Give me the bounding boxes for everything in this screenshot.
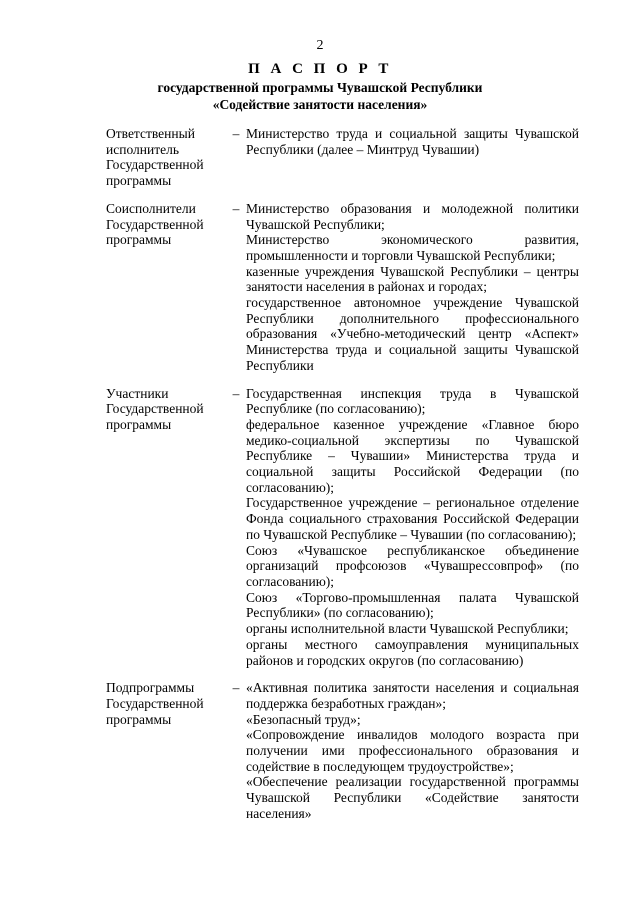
title-passport: П А С П О Р Т <box>248 61 392 77</box>
passport-table <box>0 126 640 834</box>
section-item: Государственная инспекция труда в Чувашской Республике (по согласованию); <box>246 385 579 417</box>
section-items <box>246 680 579 821</box>
section-label: Ответственный исполнитель Государственной программы <box>106 126 204 189</box>
title-program-name: «Содействие занятости населения» <box>212 97 428 112</box>
document-title <box>0 60 640 113</box>
section-item: Министерство труда и социальной защиты Чувашской Республики (далее – Минтруд Чувашии) <box>246 126 579 157</box>
section-item: Министерство образования и молодежной политики Чувашской Республики; <box>246 200 579 232</box>
section-item: «Безопасный труд»; <box>246 711 361 727</box>
page-number: 2 <box>316 38 324 53</box>
section-dash: – <box>232 126 240 141</box>
section-subprograms <box>0 680 640 821</box>
section-item: федеральное казенное учреждение «Главное бюро медико-социальной экспертизы по Чувашской Республике – Чувашии» Министерства труда и социальной защиты Российской Федерации (по согласованию); <box>246 416 579 495</box>
section-item: Союз «Торгово-промышленная палата Чувашской Республики» (по согласованию); <box>246 589 579 621</box>
section-dash: – <box>232 385 240 401</box>
section-items <box>246 201 579 374</box>
section-item: Государственное учреждение – региональное отделение Фонда социального страхования Российской Федерации по Чувашской Республике – Чувашии (по согласованию); <box>246 495 579 542</box>
section-item: органы местного самоуправления муниципальных районов и городских округов (по согласованию) <box>246 636 579 668</box>
section-co-executors <box>0 201 640 374</box>
section-label: Подпрограммы Государственной программы <box>106 680 204 727</box>
section-label: Соисполнители Государственной программы <box>106 200 204 248</box>
section-item: Министерство экономического развития, промышленности и торговли Чувашской Республики; <box>246 232 579 263</box>
section-items <box>246 386 579 669</box>
section-label: Участники Государственной программы <box>106 385 204 432</box>
section-item: «Сопровождение инвалидов молодого возраста при получении ими профессионального образования и содействие в последующем трудоустройстве»; <box>246 727 579 774</box>
section-item: органы исполнительной власти Чувашской Республики; <box>246 621 569 637</box>
section-dash: – <box>232 680 240 696</box>
section-dash: – <box>232 200 240 216</box>
section-item: «Активная политика занятости населения и социальная поддержка безработных граждан»; <box>246 680 579 711</box>
section-item: Союз «Чувашское республиканское объединение организаций профсоюзов «Чувашрессовпроф» (по согласованию); <box>246 542 579 589</box>
section-item: государственное автономное учреждение Чувашской Республики дополнительного профессионального образования «Учебно-методический центр «Аспект» Министерства труда и социальной защиты Чувашской Республики <box>246 295 579 373</box>
section-participants <box>0 386 640 669</box>
section-responsible-executor <box>0 126 640 189</box>
section-items <box>246 126 579 189</box>
title-program-line: государственной программы Чувашской Республики <box>157 80 483 95</box>
section-item: «Обеспечение реализации государственной программы Чувашской Республики «Содействие занятости населения» <box>246 774 579 821</box>
section-item: казенные учреждения Чувашской Республики – центры занятости населения в районах и городах; <box>246 263 579 295</box>
